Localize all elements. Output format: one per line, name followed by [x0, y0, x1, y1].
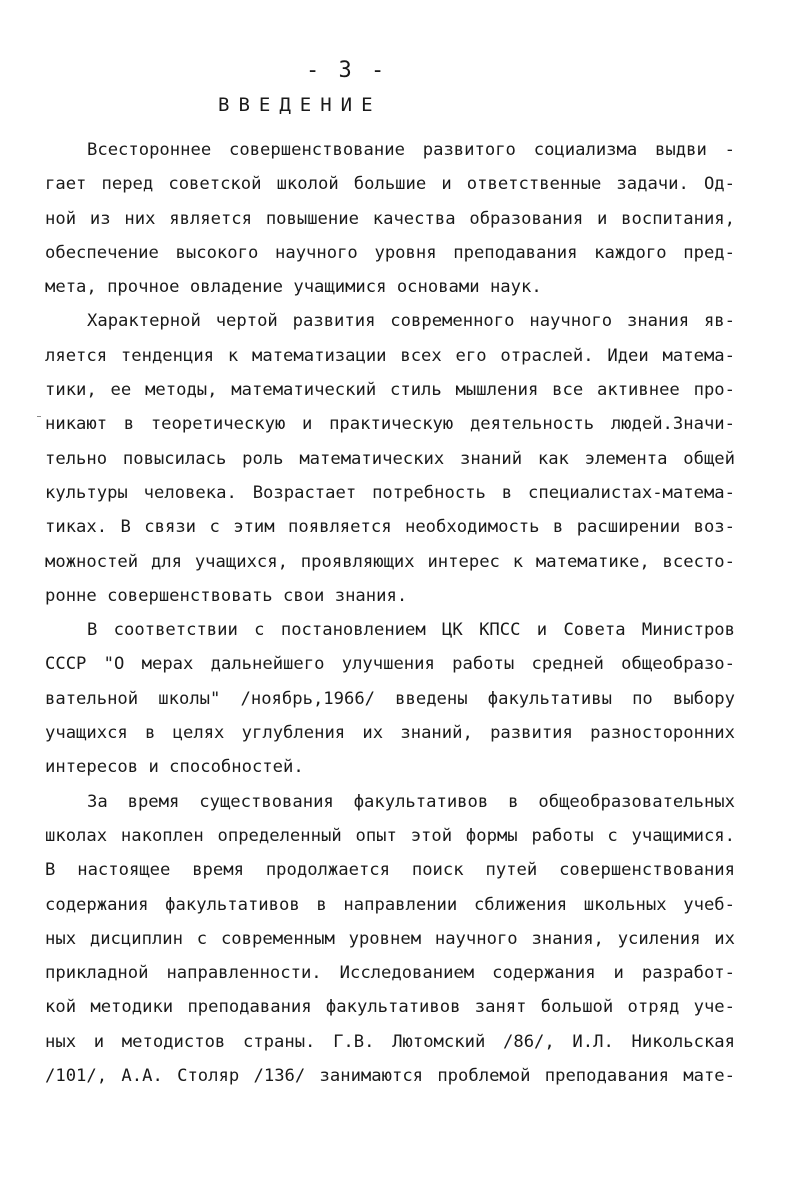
body-text [45, 133, 735, 1093]
text-line: ляется тенденция к математизации всех его отраслей. Идеи матема- [45, 345, 735, 366]
text-line: СССР "О мерах дальнейшего улучшения работы средней общеобразо- [45, 654, 735, 675]
text-line: кой методики преподавания факультативов занят большой отряд уче- [45, 997, 735, 1018]
paragraph-1 [45, 133, 735, 304]
text-line: можностей для учащихся, проявляющих интерес к математике, всесто- [45, 551, 735, 572]
text-line: интересов и способностей. [45, 757, 304, 778]
text-line: вательной школы" /ноябрь,1966/ введены факультативы по выбору [45, 688, 735, 709]
margin-mark [37, 416, 41, 417]
text-line: ных и методистов страны. Г.В. Лютомский /86/, И.Л. Никольская [45, 1031, 735, 1052]
text-line: тиках. В связи с этим появляется необходимость в расширении воз- [45, 517, 735, 538]
text-line: обеспечение высокого научного уровня преподавания каждого пред- [45, 242, 735, 263]
text-line: ной из них является повышение качества образования и воспитания, [45, 208, 735, 229]
text-line: /101/, А.А. Столяр /136/ занимаются проблемой преподавания мате- [45, 1066, 735, 1087]
text-line: тельно повысилась роль математических знаний как элемента общей [45, 448, 735, 469]
text-line: Всестороннее совершенствование развитого социализма выдви - [87, 140, 735, 160]
text-line: содержания факультативов в направлении сближения школьных учеб- [45, 894, 735, 915]
text-line: никают в теоретическую и практическую деятельность людей.Значи- [45, 414, 735, 435]
section-heading: ВВЕДЕНИЕ [218, 94, 382, 116]
text-line: тики, ее методы, математический стиль мышления все активнее про- [45, 380, 735, 401]
text-line: ронне совершенствовать свои знания. [45, 585, 408, 606]
text-line: учащихся в целях углубления их знаний, развития разносторонних [45, 723, 735, 744]
page-number: - 3 - [306, 58, 388, 83]
text-line: За время существования факультативов в общеобразовательных [87, 791, 735, 812]
text-line: культуры человека. Возрастает потребность в специалистах-матема- [45, 482, 735, 503]
text-line: ных дисциплин с современным уровнем научного знания, усиления их [45, 928, 735, 949]
paragraph-4 [45, 785, 735, 1094]
paragraph-3 [45, 613, 735, 784]
text-line: мета, прочное овладение учащимися основами наук. [45, 277, 542, 298]
paragraph-2 [45, 304, 735, 613]
text-line: гает перед советской школой большие и ответственные задачи. Од- [45, 174, 735, 195]
text-line: Характерной чертой развития современного научного знания яв- [87, 311, 735, 332]
text-line: В соответствии с постановлением ЦК КПСС и Совета Министров [87, 620, 735, 641]
text-line: прикладной направленности. Исследованием содержания и разработ- [45, 963, 735, 984]
text-line: В настоящее время продолжается поиск путей совершенствования [45, 860, 735, 881]
text-line: школах накоплен определенный опыт этой формы работы с учащимися. [45, 825, 735, 846]
